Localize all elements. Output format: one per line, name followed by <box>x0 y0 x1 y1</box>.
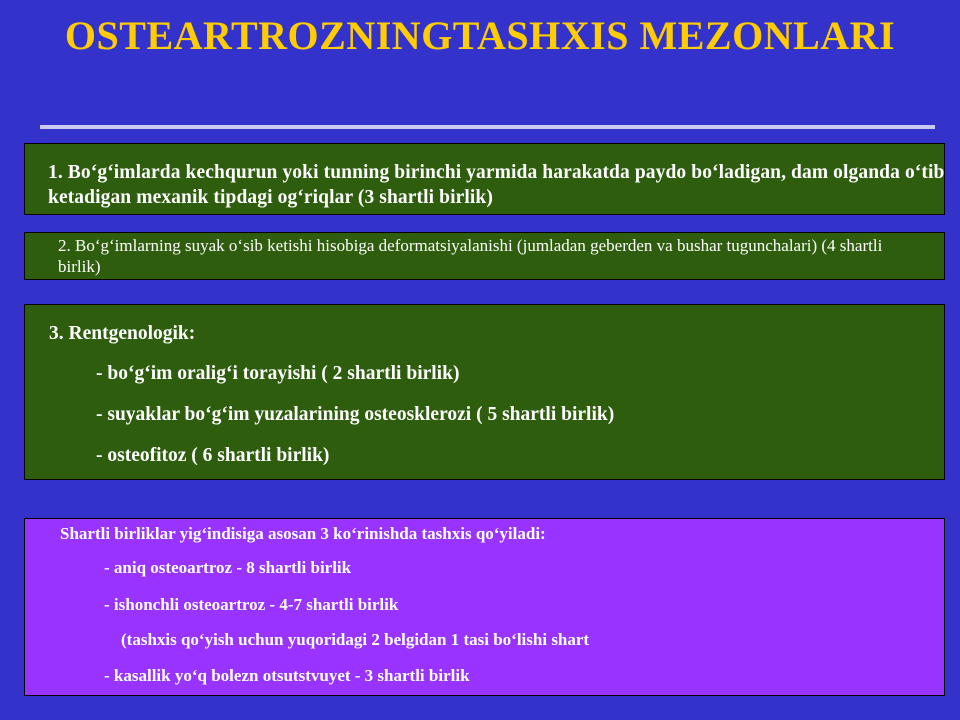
criteria-3-heading: 3. Rentgenologik: <box>49 323 196 344</box>
criteria-1-text: 1. Bo‘g‘imlarda kechqurun yoki tunning birinchi yarmida harakatda paydo bo‘ladigan, dam olganda o‘tib ketadigan mexanik tipdagi og‘riqlar (3 shartli birlik) <box>48 162 945 208</box>
criteria-1-box <box>24 143 945 215</box>
slide-title: OSTEARTROZNINGTASHXIS MEZONLARI <box>64 13 896 58</box>
criteria-3-box <box>24 304 945 480</box>
criteria-2-box <box>24 232 945 280</box>
diagnosis-item: - kasallik yo‘q bolezn otsutstvuyet - 3 shartli birlik <box>104 666 470 685</box>
criteria-3-item: - bo‘g‘im oralig‘i torayishi ( 2 shartli birlik) <box>96 363 460 384</box>
diagnosis-note: (tashxis qo‘yish uchun yuqoridagi 2 belgidan 1 tasi bo‘lishi shart <box>121 630 590 649</box>
criteria-3-item: - osteofitoz ( 6 shartli birlik) <box>96 445 330 466</box>
criteria-2-text: 2. Bo‘g‘imlarning suyak o‘sib ketishi hisobiga deformatsiyalanishi (jumladan geberden va bushar tugunchalari) (4 shartli birlik) <box>58 236 883 276</box>
diagnosis-item: - aniq osteoartroz - 8 shartli birlik <box>104 558 352 577</box>
diagnosis-box <box>24 518 945 696</box>
diagnosis-heading: Shartli birliklar yig‘indisiga asosan 3 ko‘rinishda tashxis qo‘yiladi: <box>60 524 546 543</box>
title-divider <box>40 125 935 129</box>
criteria-3-item: - suyaklar bo‘g‘im yuzalarining osteosklerozi ( 5 shartli birlik) <box>96 404 615 425</box>
diagnosis-item: - ishonchli osteoartroz - 4-7 shartli birlik <box>104 595 399 614</box>
